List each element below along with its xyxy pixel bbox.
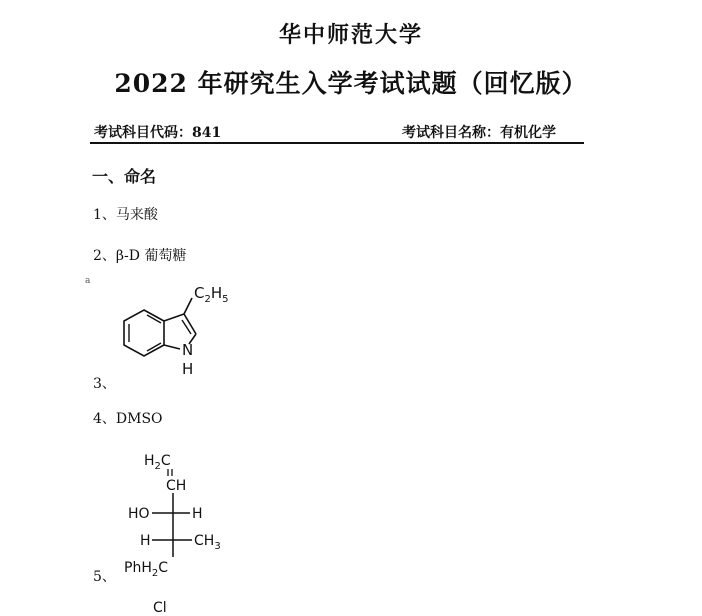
question-1: 1、马来酸 — [93, 207, 158, 223]
question-2: 2、β-D 葡萄糖 — [93, 248, 187, 264]
section-title: 一、命名 — [92, 167, 157, 186]
row2-right-label: $CH_3$ — [194, 533, 221, 552]
indole-structure — [112, 278, 252, 388]
question-4: 4、DMSO — [93, 411, 163, 427]
row2-left-label: H — [140, 533, 151, 549]
header-divider — [90, 142, 584, 144]
row1-left-label: HO — [128, 506, 150, 522]
cutoff-glyph: Cl — [153, 600, 167, 616]
subject-name: 考试科目名称：有机化学 — [402, 125, 556, 141]
nitrogen-label: N — [182, 341, 194, 359]
bond-c3-c2 — [184, 314, 196, 334]
ethyl-label: $C_2H_5$ — [194, 284, 229, 305]
bond-c3a-c3 — [164, 314, 184, 321]
subject-code: 考试科目代码：841 — [94, 125, 222, 141]
bond-n-c7a — [164, 345, 180, 349]
question-3: 3、 — [93, 376, 116, 392]
question-5: 5、 — [93, 569, 116, 585]
vinyl-ch-label: CH — [166, 478, 187, 494]
stray-mark: a — [85, 276, 91, 286]
row1-right-label: H — [192, 506, 203, 522]
bond-c3-ethyl — [184, 298, 192, 314]
benzene-ring — [124, 310, 164, 356]
bottom-group-label: PhH$_2$C — [124, 560, 168, 579]
exam-title: 2022 年研究生入学考试试题（回忆版） — [114, 69, 588, 98]
fischer-projection — [118, 446, 258, 586]
school-name: 华中师范大学 — [278, 22, 423, 48]
nh-hydrogen-label: H — [182, 360, 194, 378]
top-group-label: $H_2C$ — [144, 453, 171, 472]
